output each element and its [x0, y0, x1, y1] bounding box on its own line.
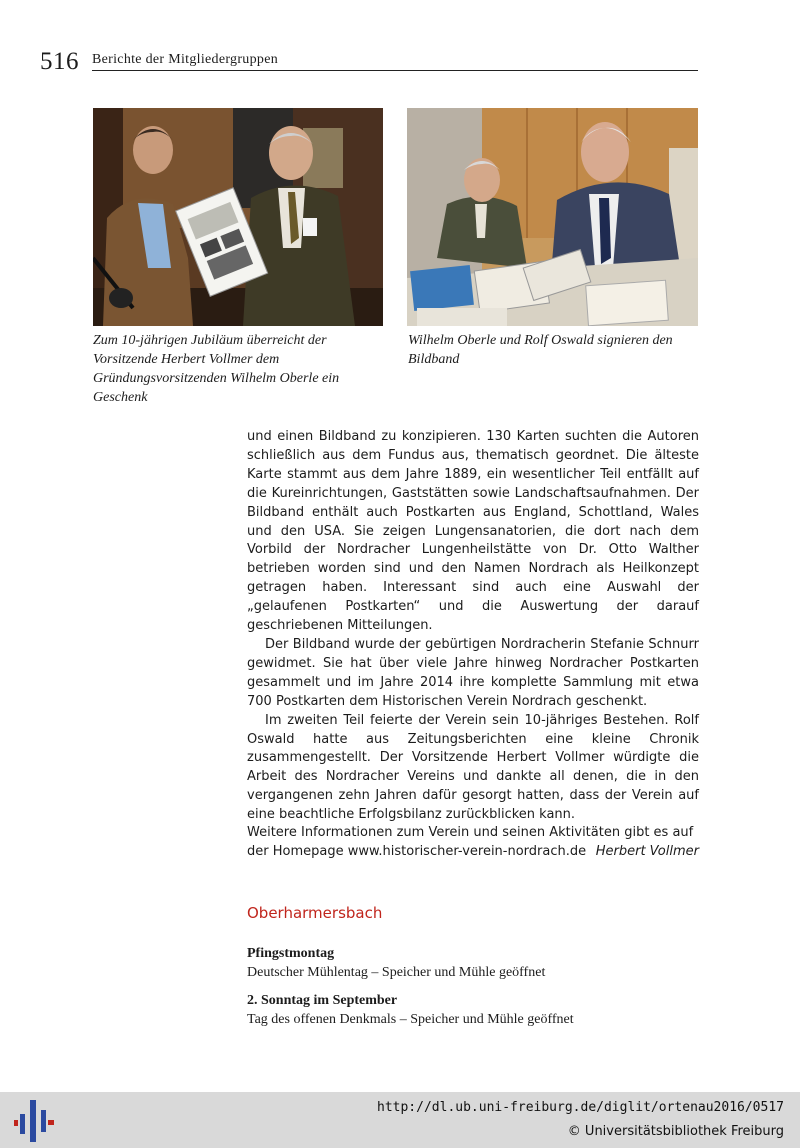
header-rule — [92, 70, 698, 71]
library-logo-icon — [14, 1100, 54, 1142]
paragraph: Der Bildband wurde der gebürtigen Nordracherin Stefanie Schnurr gewidmet. Sie hat über viele Jahre hinweg Nordracher Postkarten gesammelt und im Jahre 2014 ihre komplette Sammlung mit etwa 700 Postkarten dem Historischen Verein Nordrach geschenkt. — [247, 636, 699, 709]
event-description: Tag des offenen Denkmals – Speicher und Mühle geöffnet — [247, 1012, 574, 1027]
caption-right: Wilhelm Oberle und Rolf Oswald signieren den Bildband — [408, 333, 673, 367]
copyright-notice: © Universitätsbibliothek Freiburg — [567, 1124, 784, 1139]
homepage-link[interactable]: der Homepage www.historischer-verein-nordrach.de — [247, 844, 587, 859]
event-description: Deutscher Mühlentag – Speicher und Mühle geöffnet — [247, 965, 546, 980]
source-url-link[interactable]: http://dl.ub.uni-freiburg.de/diglit/ortenau2016/0517 — [377, 1100, 784, 1115]
more-info-line: Weitere Informationen zum Verein und seinen Aktivitäten gibt es auf — [247, 825, 694, 840]
article-body — [247, 428, 699, 825]
more-info — [247, 823, 699, 861]
event-item — [247, 944, 699, 982]
event-title: 2. Sonntag im September — [247, 993, 398, 1008]
page-number: 516 — [40, 48, 79, 75]
paragraph: Im zweiten Teil feierte der Verein sein 10-jähriges Bestehen. Rolf Oswald hatte aus Zeitungsberichten eine kleine Chronik zusammengestellt. Der Vorsitzende Herbert Vollmer würdigte die Arbeit des Nordracher Vereins und dankte all denen, die in den vergangenen zehn Jahren dafür gesorgt hatten, dass der Verein auf eine beachtliche Erfolgsbilanz zurückblicken kann. — [247, 712, 699, 823]
author-signature: Herbert Vollmer — [595, 844, 699, 859]
event-title: Pfingstmontag — [247, 946, 335, 961]
footer-bar — [0, 1092, 800, 1148]
event-item — [247, 991, 699, 1029]
photo-jubilee-gift — [93, 108, 383, 326]
paragraph: und einen Bildband zu konzipieren. 130 Karten suchten die Autoren schließlich aus dem Fundus aus, thematisch geordnet. Die älteste Karte stammt aus dem Jahre 1889, ein wesentlicher Teil entfällt auf die Kureinrichtungen, Gaststätten sowie Landschaftsaufnahmen. Der Bildband enthält auch Postkarten aus England, Schottland, Wales und den USA. Sie zeigen Lungensanatorien, die dort nach dem Vorbild der Nordracher Lungenheilstätte von Dr. Otto Walther betrieben worden sind und den Namen Nordrach als Heilkonzept getragen haben. Interessant sind auch eine Auswahl der „gelaufenen Postkarten“ und die Auswertung der darauf geschriebenen Mitteilungen. — [247, 429, 699, 634]
running-title: Berichte der Mitgliedergruppen — [92, 52, 279, 67]
caption-left: Zum 10-jährigen Jubiläum überreicht der Vorsitzende Herbert Vollmer dem Gründungsvorsitzenden Wilhelm Oberle ein Geschenk — [93, 333, 340, 405]
section-title: Oberharmersbach — [247, 904, 383, 922]
photo-book-signing — [407, 108, 698, 326]
